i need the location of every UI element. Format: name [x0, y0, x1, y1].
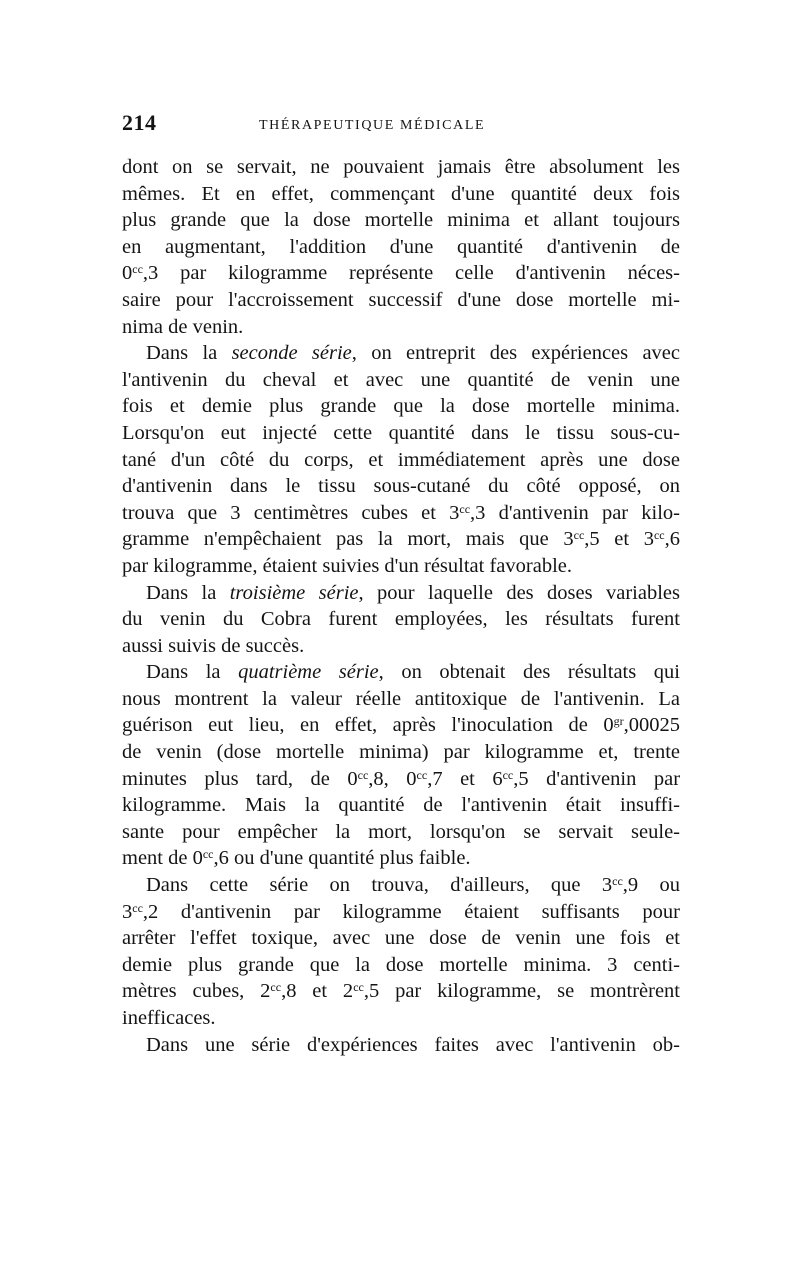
text-line: guérison eut lieu, en effet, après l'inoculation de $0^{gr},00025$	[122, 714, 680, 737]
text-line: arrêter l'effet toxique, avec une dose de venin une fois et	[122, 927, 680, 950]
book-page	[122, 108, 681, 1056]
text-line: Dans la troisième série, pour laquelle des doses variables	[146, 581, 680, 604]
text-line: en augmentant, l'addition d'une quantité d'antivenin de	[122, 235, 680, 258]
text-line: tané d'un côté du corps, et immédiatement après une dose	[122, 448, 680, 471]
running-title: THÉRAPEUTIQUE MÉDICALE	[259, 118, 486, 133]
text-line: nous montrent la valeur réelle antitoxique de l'antivenin. La	[122, 687, 680, 710]
text-line: saire pour l'accroissement successif d'une dose mortelle mi-	[122, 288, 680, 311]
text-line: mêmes. Et en effet, commençant d'une quantité deux fois	[122, 182, 680, 205]
text-line: sante pour empêcher la mort, lorsqu'on se servait seule-	[122, 820, 680, 843]
page-header	[122, 108, 680, 142]
text-line: $0^{cc},3$ par kilogramme représente celle d'antivenin néces-	[122, 262, 680, 285]
text-line: gramme n'empêchaient pas la mort, mais que $3^{cc},5$ et $3^{cc},6$	[122, 528, 680, 551]
text-line: demie plus grande que la dose mortelle minima. 3 centi-	[122, 953, 680, 976]
text-line: ment de $0^{cc},6$ ou d'une quantité plus faible.	[122, 847, 471, 870]
text-line: Lorsqu'on eut injecté cette quantité dans le tissu sous-cu-	[122, 421, 680, 444]
body-text	[122, 154, 680, 1058]
text-line: trouva que 3 centimètres cubes et $3^{cc},3$ d'antivenin par kilo-	[122, 501, 680, 524]
text-line: de venin (dose mortelle minima) par kilogramme et, trente	[122, 741, 680, 764]
text-line: Dans la seconde série, on entreprit des expériences avec	[146, 342, 680, 365]
text-line: plus grande que la dose mortelle minima et allant toujours	[122, 209, 680, 232]
text-line: par kilogramme, étaient suivies d'un résultat favorable.	[122, 554, 572, 577]
text-line: nima de venin.	[122, 315, 244, 338]
text-line: minutes plus tard, de $0^{cc},8$, $0^{cc},7$ et $6^{cc},5$ d'antivenin par	[122, 767, 681, 790]
text-line: fois et demie plus grande que la dose mortelle minima.	[122, 395, 680, 418]
text-line: l'antivenin du cheval et avec une quantité de venin une	[122, 368, 680, 391]
text-line: dont on se servait, ne pouvaient jamais être absolument les	[122, 156, 680, 178]
text-line: kilogramme. Mais la quantité de l'antivenin était insuffi-	[122, 794, 680, 817]
text-line: Dans la quatrième série, on obtenait des résultats qui	[146, 661, 680, 684]
text-line: inefficaces.	[122, 1007, 216, 1029]
text-line: $3^{cc},2$ d'antivenin par kilogramme étaient suffisants pour	[122, 900, 680, 923]
text-line: Dans une série d'expériences faites avec l'antivenin ob-	[146, 1033, 680, 1056]
text-line: d'antivenin dans le tissu sous-cutané du côté opposé, on	[122, 475, 680, 498]
text-line: du venin du Cobra furent employées, les résultats furent	[122, 608, 680, 631]
text-line: Dans cette série on trouva, d'ailleurs, que $3^{cc},9$ ou	[146, 874, 680, 897]
text-line: aussi suivis de succès.	[122, 634, 305, 657]
text-line: mètres cubes, $2^{cc},8$ et $2^{cc},5$ par kilogramme, se montrèrent	[122, 980, 680, 1003]
page-number: 214	[122, 110, 157, 135]
